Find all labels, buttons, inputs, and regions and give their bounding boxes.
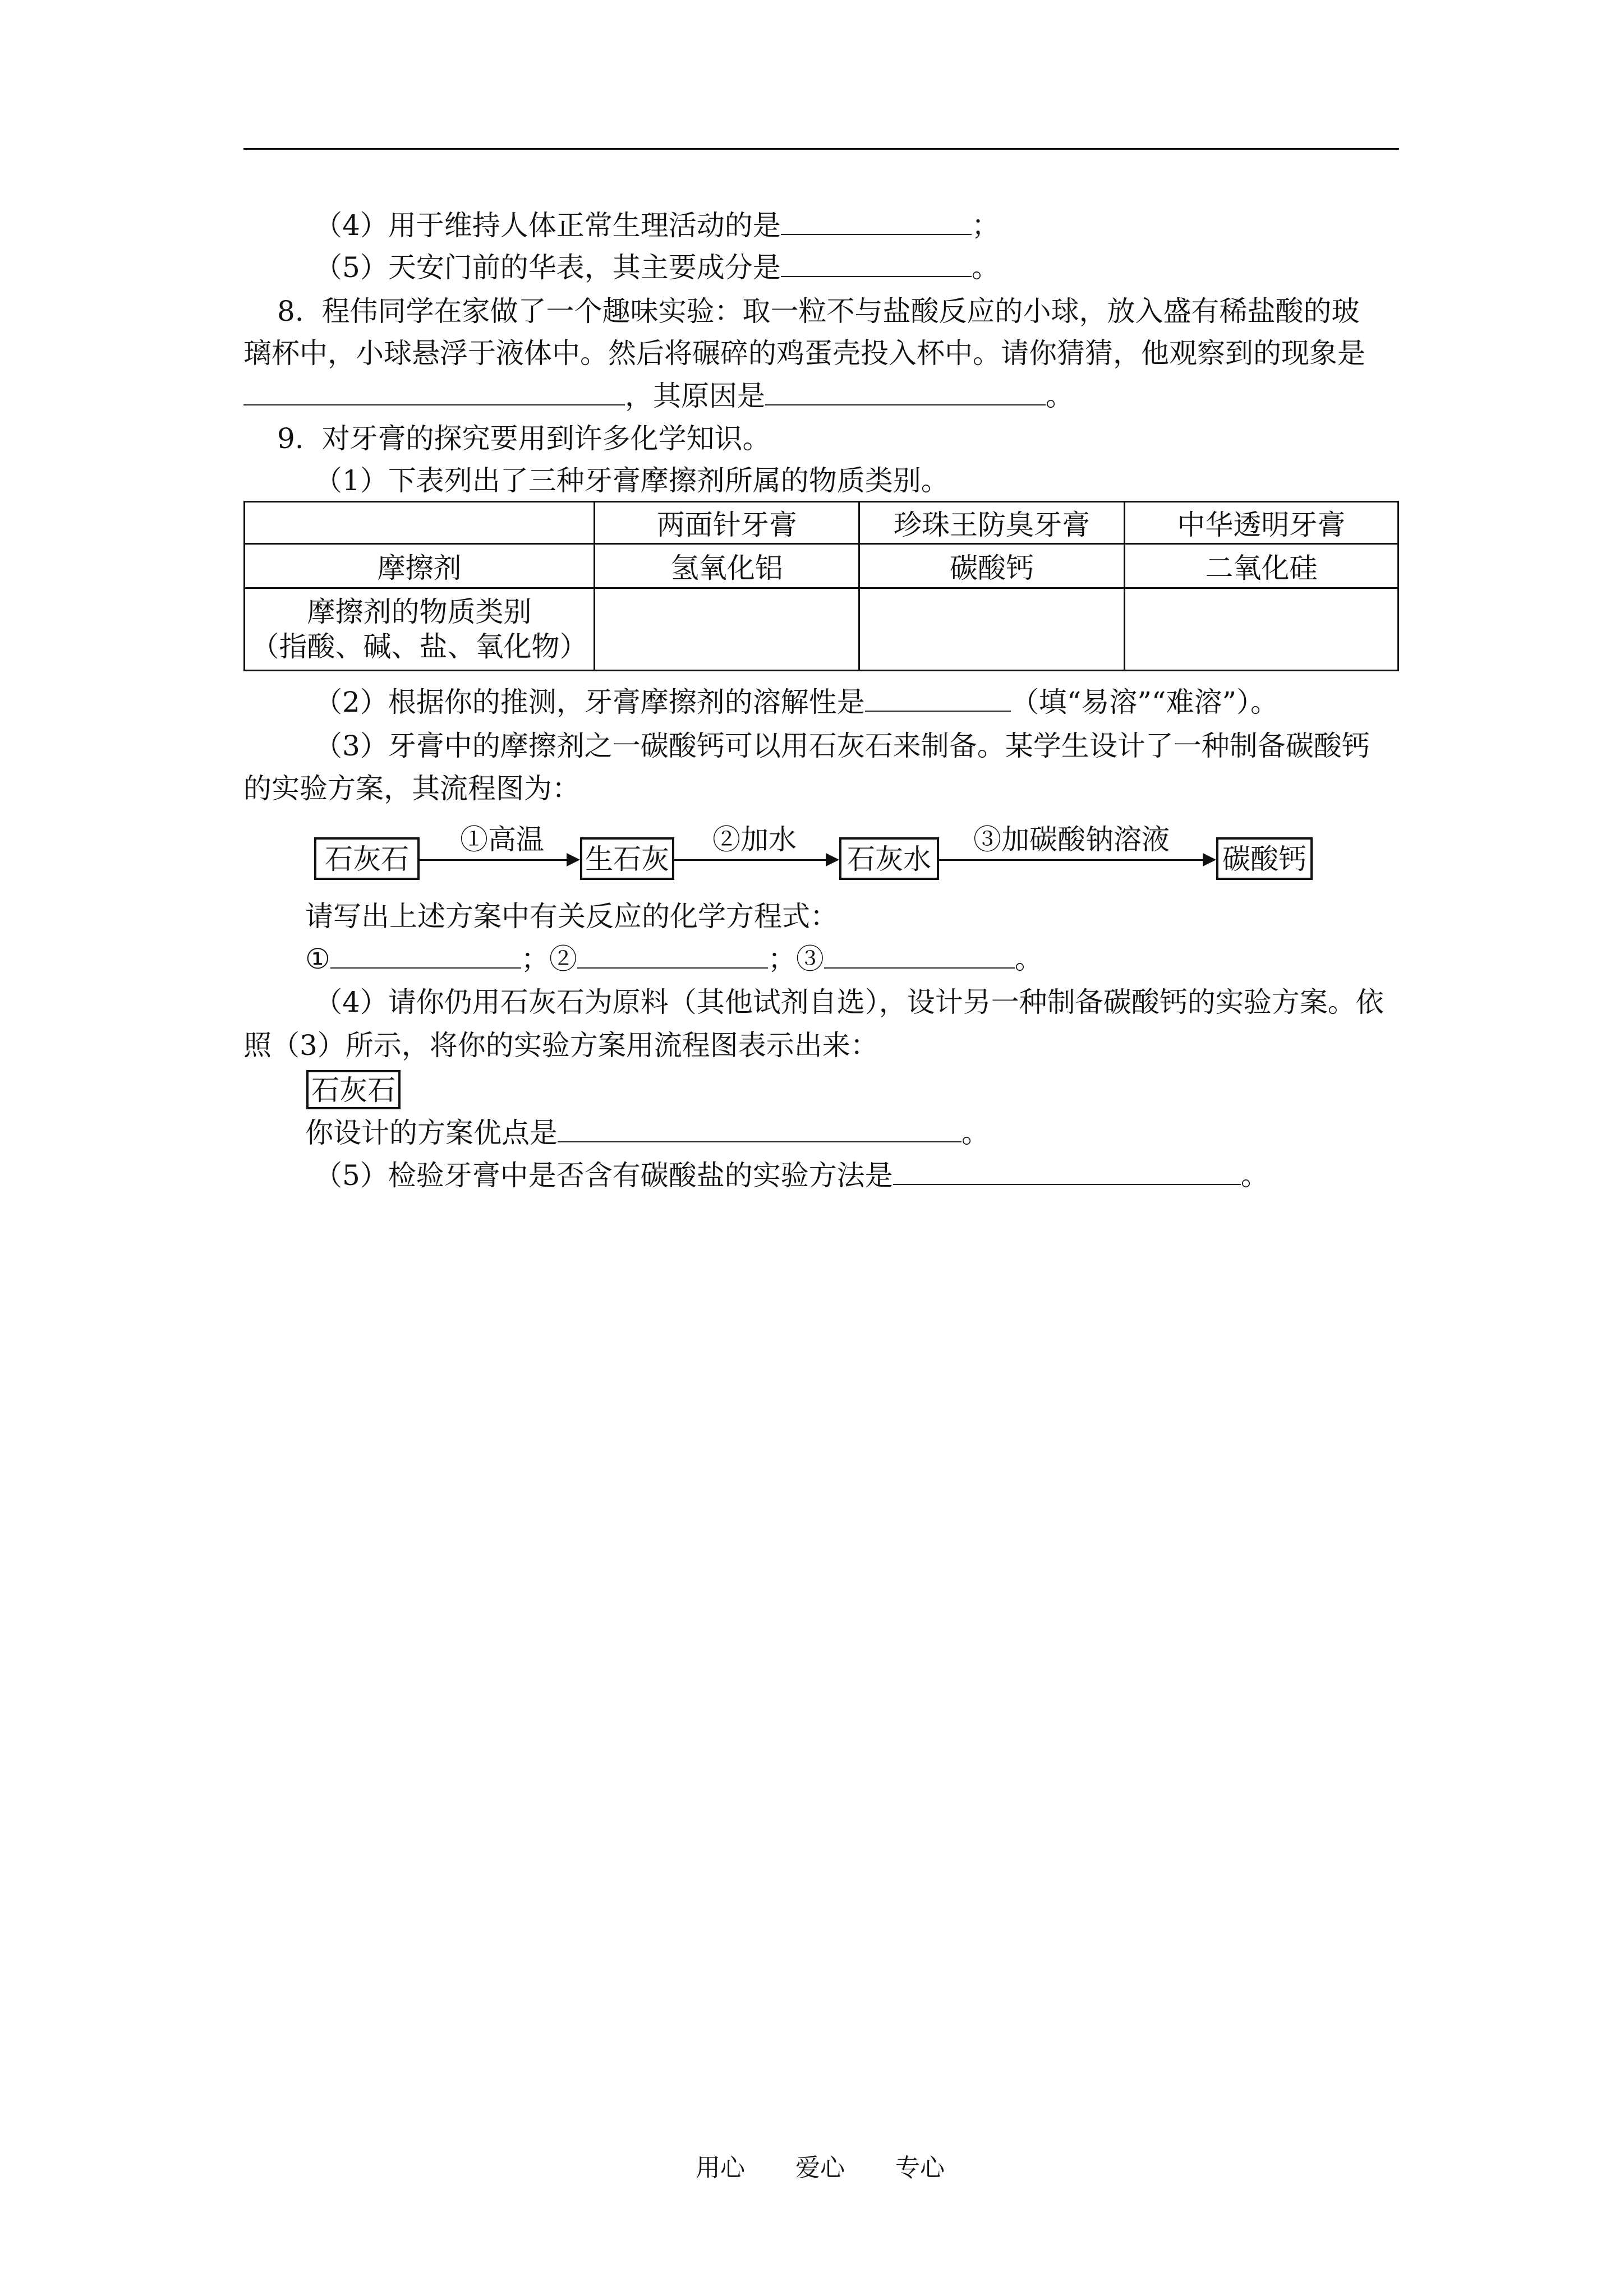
answer-blank[interactable] [765,380,1046,405]
table-header-cell: 两面针牙膏 [595,502,859,544]
flow-node: 石灰石 [314,837,420,880]
q9-item-5: （5）检验牙膏中是否含有碳酸盐的实验方法是 。 [314,1159,1269,1192]
answer-blank[interactable] [781,209,972,235]
table-cell: 摩擦剂的物质类别 （指酸、碱、盐、氧化物） [245,588,595,671]
flow-node-start: 石灰石 [306,1070,401,1109]
answer-blank[interactable] [865,686,1011,712]
footer-text: 爱心 [795,2154,845,2182]
answer-cell[interactable] [1124,588,1398,671]
flow-arrow [420,859,567,861]
answer-cell[interactable] [595,588,859,671]
table-header-cell [245,502,595,544]
q9-equations: ① ；② ；③ 。 [305,943,1043,975]
flow-step-label: ③加碳酸钠溶液 [973,823,1170,856]
q9-item-4-line-2: 照（3）所示，将你的实验方案用流程图表示出来： [243,1029,878,1062]
flow-arrow [674,859,826,861]
answer-blank[interactable] [781,251,972,277]
table-row [245,544,1398,588]
q9-item-4-line-1: （4）请你仍用石灰石为原料（其他试剂自选），设计另一种制备碳酸钙的实验方案。依 [314,986,1384,1018]
flow-arrow [939,859,1203,861]
flow-step-label: ②加水 [712,823,797,856]
answer-blank[interactable] [893,1159,1241,1185]
answer-blank[interactable] [824,943,1015,969]
q8-line-3: ，其原因是 。 [243,379,1074,413]
flow-node: 生石灰 [580,837,674,880]
answer-blank[interactable] [243,380,625,405]
q9-item-1: （1）下表列出了三种牙膏摩擦剂所属的物质类别。 [314,464,949,497]
flow-step-label: ①高温 [460,823,544,856]
q8-line-1: 8. 程伟同学在家做了一个趣味实验：取一粒不与盐酸反应的小球，放入盛有稀盐酸的玻 [277,295,1360,328]
q9-item-3-line-2: 的实验方案，其流程图为： [243,772,580,805]
header-rule [243,148,1399,150]
arrow-head-icon [1203,853,1216,866]
q8-line-2: 璃杯中，小球悬浮于液体中。然后将碾碎的鸡蛋壳投入杯中。请你猜猜，他观察到的现象是 [243,337,1365,370]
answer-blank[interactable] [577,943,768,969]
q7-item-5: （5）天安门前的华表，其主要成分是 。 [314,251,1000,284]
q9-item-3-line-1: （3）牙膏中的摩擦剂之一碳酸钙可以用石灰石来制备。某学生设计了一种制备碳酸钙 [314,730,1370,762]
arrow-head-icon [826,853,839,866]
table-header-cell: 珍珠王防臭牙膏 [859,502,1124,544]
answer-blank[interactable] [558,1117,961,1142]
table-cell: 二氧化硅 [1124,544,1398,588]
q9-item-4-advantage: 你设计的方案优点是 。 [305,1117,990,1149]
flow-node: 碳酸钙 [1216,837,1313,880]
flow-node: 石灰水 [839,837,939,880]
q9-title: 9. 对牙膏的探究要用到许多化学知识。 [277,422,771,455]
footer-text: 专心 [895,2154,945,2182]
table-header-row [245,502,1398,544]
q7-item-4: （4）用于维持人体正常生理活动的是 ； [314,209,1000,242]
arrow-head-icon [567,853,580,866]
footer-text: 用心 [696,2154,745,2182]
table-cell: 碳酸钙 [859,544,1124,588]
abrasive-table [243,501,1399,671]
table-row [245,588,1398,671]
table-cell: 氢氧化铝 [595,544,859,588]
q9-item-2: （2）根据你的推测，牙膏摩擦剂的溶解性是 （填“易溶”“难溶”）。 [314,686,1279,718]
table-header-cell: 中华透明牙膏 [1124,502,1398,544]
answer-cell[interactable] [859,588,1124,671]
table-cell: 摩擦剂 [245,544,595,588]
q9-item-3-prompt: 请写出上述方案中有关反应的化学方程式： [305,900,838,933]
answer-blank[interactable] [330,943,521,969]
